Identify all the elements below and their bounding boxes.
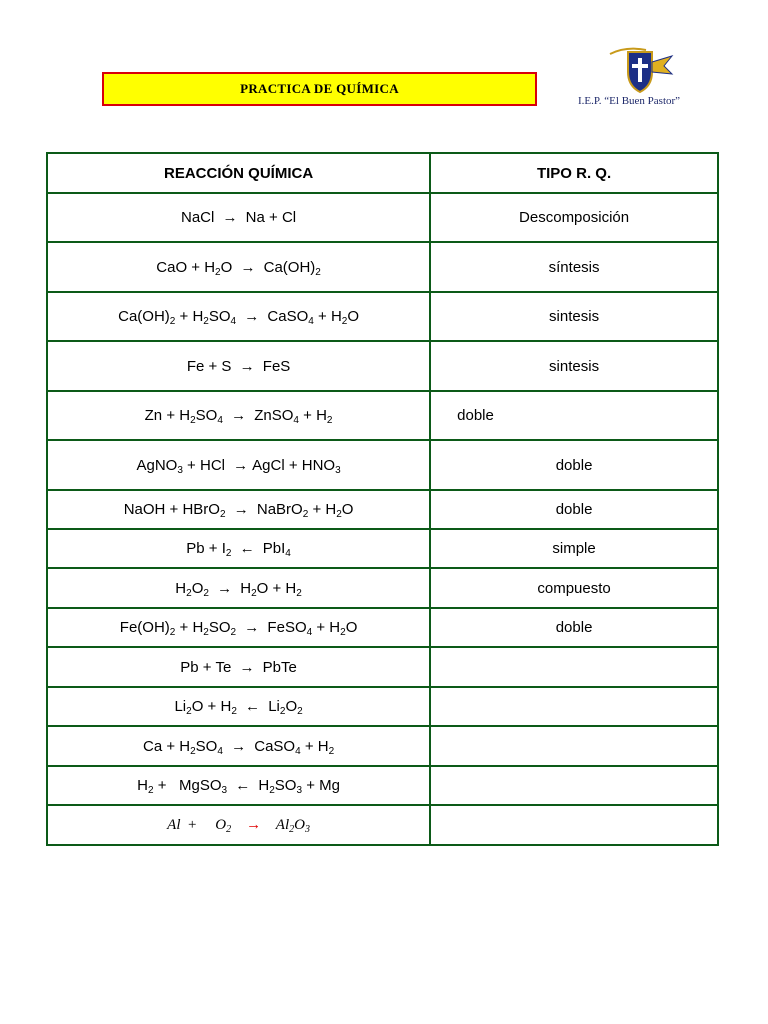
reaction-cell: AgNO$_3$ + HCl → AgCl + $HNO_3$ — [47, 440, 430, 490]
type-cell: Descomposición — [430, 193, 718, 242]
table-row — [47, 647, 718, 687]
reaction-cell: Fe + S → FeS — [47, 341, 430, 391]
reaction-cell: $H_2$ + MgSO$_3$ ← $H_2SO_3 + Mg$ — [47, 766, 430, 805]
school-logo — [606, 44, 674, 96]
table-row — [47, 805, 718, 845]
table-row — [47, 292, 718, 341]
table-row — [47, 568, 718, 608]
reaction-cell: Pb + Te → PbTe — [47, 647, 430, 687]
table-row — [47, 726, 718, 766]
type-cell — [430, 805, 718, 845]
table-row — [47, 766, 718, 805]
reaction-cell: $Ca(OH)_2 + H_2SO_4$ → CaSO$_4$ + $H_2O$ — [47, 292, 430, 341]
type-cell: sintesis — [430, 292, 718, 341]
table-row — [47, 193, 718, 242]
table-row — [47, 529, 718, 568]
reaction-cell: $H_2O_2 \to H_2O + H_2$ — [47, 568, 430, 608]
red-arrow-icon: → — [246, 816, 262, 833]
type-cell: doble — [430, 608, 718, 647]
table-row — [47, 242, 718, 292]
reaction-cell: CaO + $H_2O \to Ca(OH)_2$ — [47, 242, 430, 292]
reaction-cell: $Ca + H_2SO_4$ → CaSO$_4$ + $H_2$ — [47, 726, 430, 766]
school-name: I.E.P. “El Buen Pastor” — [578, 95, 681, 107]
reaction-cell: NaOH + HBrO$_2$ → NaBrO$_2$ + $H_2O$ — [47, 490, 430, 529]
table-row — [47, 341, 718, 391]
type-cell: síntesis — [430, 242, 718, 292]
type-cell: doble — [430, 440, 718, 490]
type-cell — [430, 687, 718, 726]
table-row — [47, 391, 718, 440]
reaction-cell: $Li_2O + H_2$ ← $Li_2O_2$ — [47, 687, 430, 726]
reaction-cell: $Fe(OH)_2 + H_2SO_2$ → FeSO$_4$ + $H_2O$ — [47, 608, 430, 647]
type-cell — [430, 726, 718, 766]
table-row — [47, 687, 718, 726]
header-reaction: REACCIÓN QUÍMICA — [47, 153, 430, 193]
table-row — [47, 608, 718, 647]
type-cell — [430, 766, 718, 805]
reaction-cell: Al + $O_2$ → $Al_2O_3$ — [47, 805, 430, 845]
reaction-cell: $Zn + H_2SO_4$ → ZnSO$_4$ + $H_2$ — [47, 391, 430, 440]
reaction-table — [46, 152, 719, 846]
type-cell: doble — [430, 391, 718, 440]
table-row — [47, 490, 718, 529]
type-cell: sintesis — [430, 341, 718, 391]
title-box — [102, 72, 537, 106]
type-cell: compuesto — [430, 568, 718, 608]
header-type: TIPO R. Q. — [430, 153, 718, 193]
reaction-cell: NaCl → Na + Cl — [47, 193, 430, 242]
table-header-row — [47, 153, 718, 193]
type-cell: doble — [430, 490, 718, 529]
page-title: PRACTICA DE QUÍMICA — [240, 81, 399, 96]
type-cell — [430, 647, 718, 687]
reaction-cell: $Pb + I_2$ ← PbI$_4$ — [47, 529, 430, 568]
table-row — [47, 440, 718, 490]
type-cell: simple — [430, 529, 718, 568]
